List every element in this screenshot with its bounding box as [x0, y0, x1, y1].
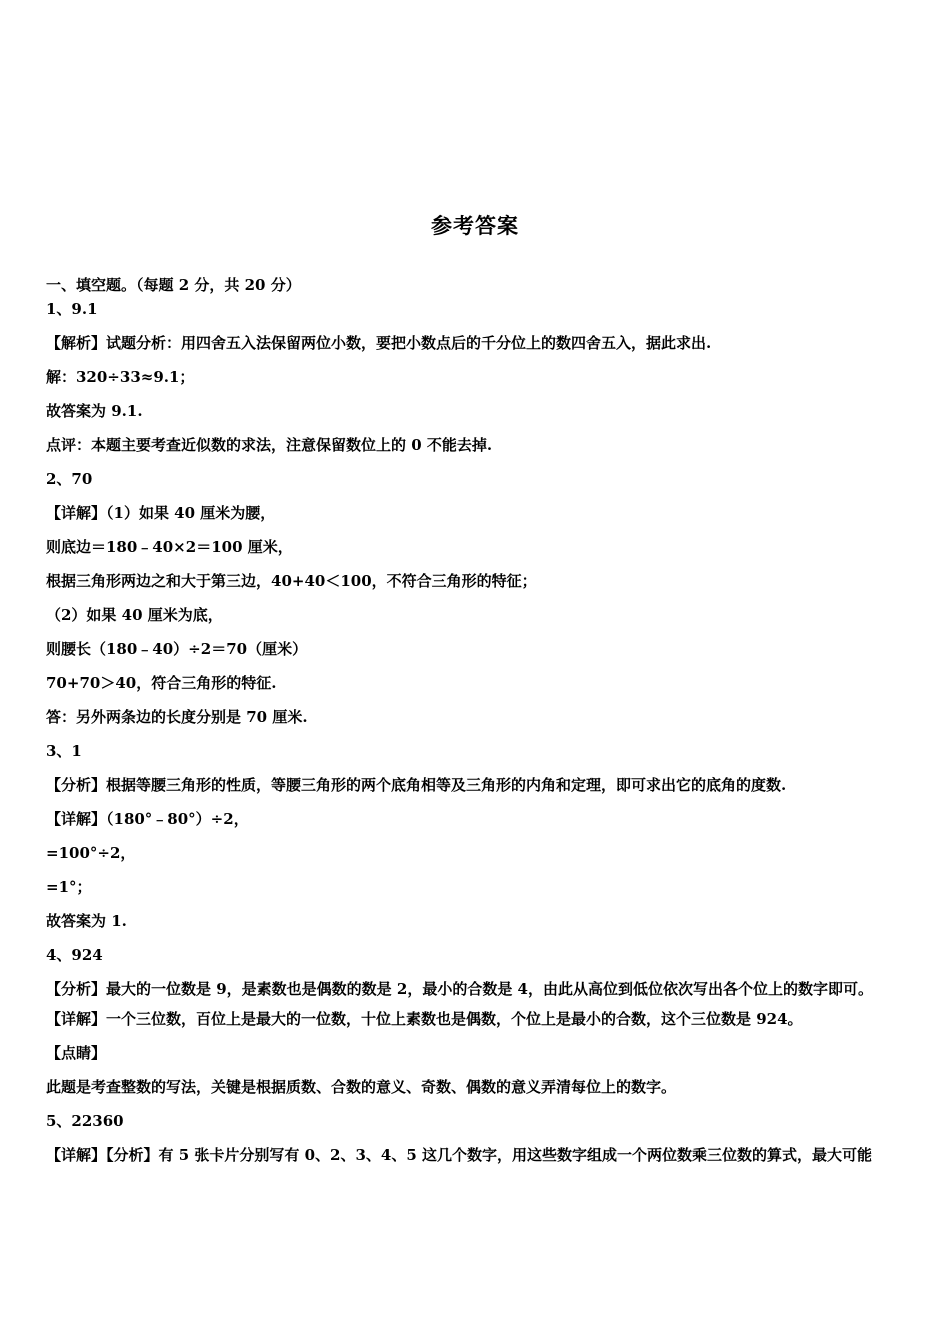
answer-number: 1、9.1	[46, 300, 98, 318]
text-line: 【点睛】	[46, 1044, 107, 1062]
answer-content	[46, 274, 908, 1178]
answer-number: 3、1	[46, 742, 82, 760]
text-line: 【详解】一个三位数，百位上是最大的一位数，十位上素数也是偶数，个位上是最小的合数，这个三位数是 924。	[46, 1010, 803, 1028]
answer-number: 2、70	[46, 470, 93, 488]
text-line: 此题是考查整数的写法，关键是根据质数、合数的意义、奇数、偶数的意义弄清每位上的数字。	[46, 1078, 677, 1096]
text-line: 解：320÷33≈9.1；	[46, 368, 195, 386]
text-line: 故答案为 9.1.	[46, 402, 143, 420]
page-title: 参考答案	[431, 213, 519, 238]
text-line: （2）如果 40 厘米为底，	[46, 606, 223, 624]
text-line: 则底边＝180﹣40×2＝100 厘米，	[46, 538, 293, 556]
text-line: 点评：本题主要考查近似数的求法，注意保留数位上的 0 不能去掉.	[46, 436, 493, 454]
text-line: 【详解】（1）如果 40 厘米为腰，	[46, 504, 276, 522]
text-line: =100°÷2，	[46, 844, 136, 862]
answer-number: 5、22360	[46, 1112, 124, 1130]
text-line: 【分析】最大的一位数是 9，是素数也是偶数的数是 2，最小的合数是 4，由此从高位到低位依次写出各个位上的数字即可。	[46, 980, 873, 998]
text-line: 答：另外两条边的长度分别是 70 厘米.	[46, 708, 308, 726]
text-line: 【解析】试题分析：用四舍五入法保留两位小数，要把小数点后的千分位上的数四舍五入，据此求出.	[46, 334, 712, 352]
text-line: 【分析】根据等腰三角形的性质，等腰三角形的两个底角相等及三角形的内角和定理，即可求出它的底角的度数.	[46, 776, 787, 794]
text-line: 70+70＞40，符合三角形的特征.	[46, 674, 277, 692]
text-line: 【详解】【分析】有 5 张卡片分别写有 0、2、3、4、5 这几个数字，用这些数字组成一个两位数乘三位数的算式，最大可能	[46, 1146, 873, 1164]
text-line: 【详解】（180°﹣80°）÷2，	[46, 810, 249, 828]
text-line: 根据三角形两边之和大于第三边，40+40＜100，不符合三角形的特征；	[46, 572, 537, 590]
text-line: 故答案为 1.	[46, 912, 127, 930]
section-heading: 一、填空题。（每题 2 分，共 20 分）	[46, 276, 301, 294]
answer-number: 4、924	[46, 946, 103, 964]
text-line: =1°；	[46, 878, 92, 896]
text-line: 则腰长（180﹣40）÷2＝70（厘米）	[46, 640, 308, 658]
